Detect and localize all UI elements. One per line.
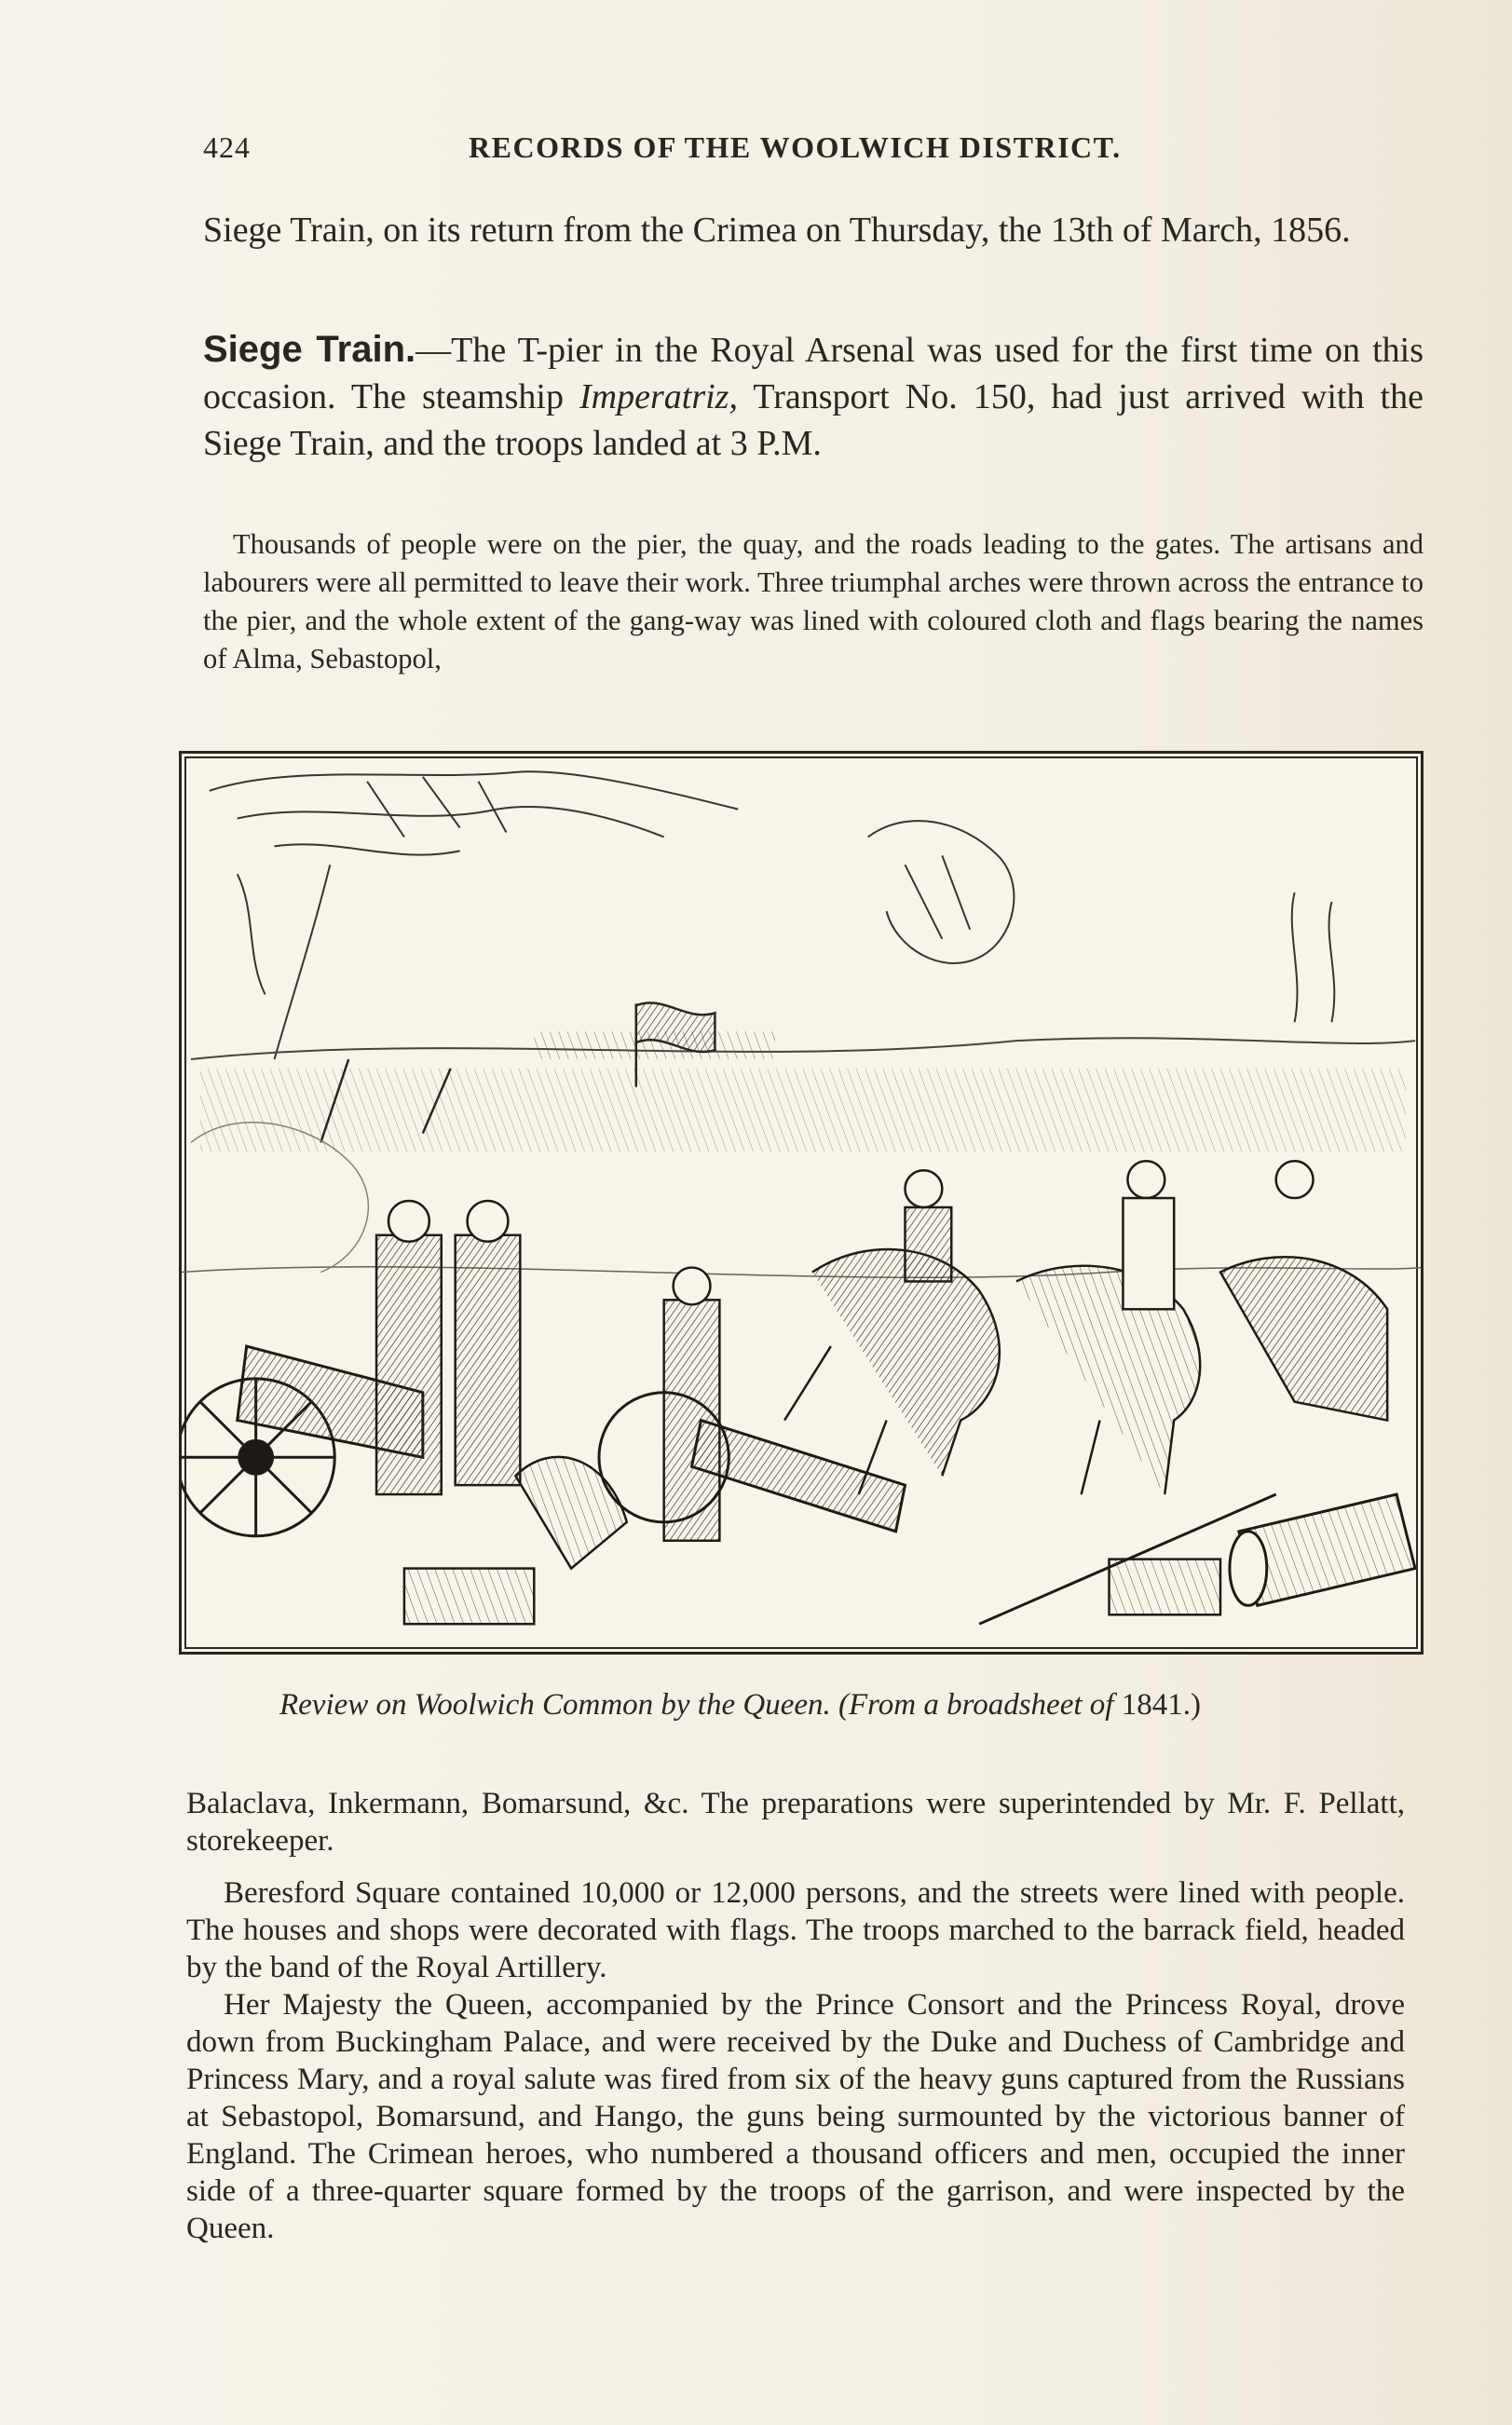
paragraph-opening: Siege Train, on its return from the Crimea on Thursday, the 13th of March, 1856. (203, 211, 1351, 250)
engraving-illustration (179, 751, 1423, 1655)
paragraph-small-print: Thousands of people were on the pier, the quay, and the roads leading to the gates. The artisans and labourers were all permitted to leave their work. Three triumphal arches were thrown across the entrance to the pier, and the whole extent of the gang-way was lined with coloured cloth and flags bearing the names of Alma, Sebastopol, (203, 528, 1423, 674)
caption-title: Review on Woolwich Common by the Queen. (279, 1688, 831, 1722)
paragraph-text: —The T-pier in the Royal Arsenal was used for the first time on this occasion. The steamship (203, 331, 1423, 416)
caption-source: (From a broadsheet of (838, 1688, 1114, 1722)
figure-caption (279, 1688, 1351, 1723)
tree-foliage (210, 771, 1334, 1059)
ammunition-boxes (404, 1560, 1220, 1625)
soldiers-group (376, 1201, 719, 1569)
mounted-officers (784, 1161, 1387, 1494)
paragraph-queen-inspection: Her Majesty the Queen, accompanied by the Prince Consort and the Princess Royal, drove down from Buckingham Palace, and were received by the Duke and Duchess of Cambridge and Princess Mary, and a royal salute was fired from six of the heavy guns captured from the Russians at Sebastopol, Bomarsund, and Hango, the guns being surmounted by the victorious banner of England. The Crimean heroes, who numbered a thousand officers and men, occupied the inner side of a three-quarter square formed by the troops of the garrison, and were inspected by the Queen. (186, 1988, 1405, 2245)
paragraph-preparations: Balaclava, Inkermann, Bomarsund, &c. The preparations were superintended by Mr. F. Pellatt, storekeeper. (186, 1787, 1405, 1858)
paragraph-siege-train (203, 326, 1423, 467)
caption-year: 1841.) (1121, 1688, 1201, 1722)
paragraph-text: Transport No. 150, had just arrived with the Siege Train, and the troops landed at 3 P.M. (203, 377, 1423, 463)
section-runin-heading: Siege Train. (203, 329, 416, 370)
paragraph-beresford-square: Beresford Square contained 10,000 or 12,000 persons, and the streets were lined with people. The houses and shops were decorated with flags. The troops marched to the barrack field, headed by the band of the Royal Artillery. (186, 1876, 1405, 1984)
engraving-drawing (182, 754, 1421, 1652)
page-number: 424 (203, 130, 251, 164)
running-title: RECORDS OF THE WOOLWICH DISTRICT. (469, 130, 1122, 164)
ship-name: Imperatriz, (579, 377, 738, 416)
